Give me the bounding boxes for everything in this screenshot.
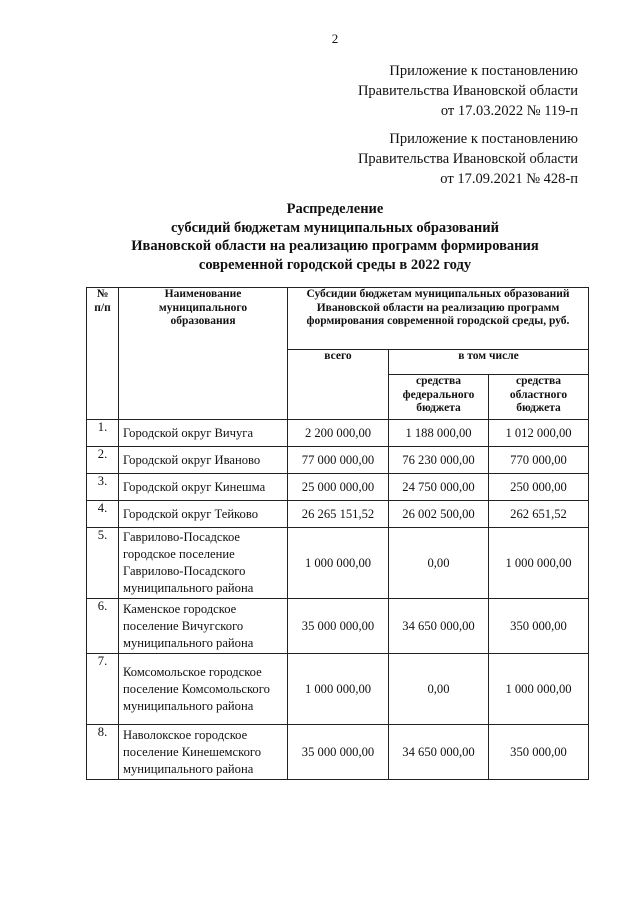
- appendix-line: от 17.03.2022 № 119-п: [440, 103, 578, 119]
- federal-amount: 34 650 000,00: [389, 725, 489, 780]
- federal-amount: 34 650 000,00: [389, 599, 489, 654]
- appendix-line: Правительства Ивановской области: [357, 83, 578, 99]
- table-row: [87, 599, 589, 654]
- total-amount: 35 000 000,00: [288, 725, 389, 780]
- appendix-reference-2: [358, 129, 578, 189]
- total-amount: 26 265 151,52: [288, 501, 389, 528]
- table-row: [87, 474, 589, 501]
- municipality-name: Городской округ Кинешма: [119, 474, 288, 501]
- total-amount: 2 200 000,00: [288, 420, 389, 447]
- municipality-name: Городской округ Иваново: [119, 447, 288, 474]
- title-line: субсидий бюджетам муниципальных образований: [171, 219, 499, 236]
- row-number: 2.: [87, 447, 119, 474]
- appendix-line: Приложение к постановлению: [389, 63, 578, 79]
- header-subsidies: Субсидии бюджетам муниципальных образований Ивановской области на реализацию программ формирования современной городской среды, руб.: [288, 288, 589, 350]
- appendix-line: Правительства Ивановской области: [357, 151, 578, 167]
- regional-amount: 250 000,00: [489, 474, 589, 501]
- regional-amount: 350 000,00: [489, 599, 589, 654]
- header-total: всего: [288, 350, 389, 420]
- table-row: [87, 528, 589, 599]
- header-name-line: муниципального: [158, 301, 248, 314]
- federal-amount: 24 750 000,00: [389, 474, 489, 501]
- table-row: [87, 420, 589, 447]
- total-amount: 1 000 000,00: [288, 528, 389, 599]
- title-line: Ивановской области на реализацию программ формирования: [131, 238, 539, 254]
- municipality-name: Наволокское городское поселение Кинешемского муниципального района: [119, 725, 288, 780]
- federal-amount: 0,00: [389, 654, 489, 725]
- header-federal-budget: [389, 375, 489, 420]
- table-row: [87, 501, 589, 528]
- municipality-name: Каменское городское поселение Вичугского муниципального района: [119, 599, 288, 654]
- federal-amount: 1 188 000,00: [389, 420, 489, 447]
- appendix-line: от 17.09.2021 № 428-п: [440, 171, 578, 187]
- header-regional-line: средства: [516, 375, 561, 387]
- table-row: [87, 447, 589, 474]
- row-number: 5.: [87, 528, 119, 599]
- regional-amount: 1 000 000,00: [489, 528, 589, 599]
- page-number: 2: [331, 31, 339, 46]
- appendix-reference-1: [358, 61, 578, 121]
- row-number: 3.: [87, 474, 119, 501]
- header-name-line: образования: [170, 315, 236, 327]
- regional-amount: 262 651,52: [489, 501, 589, 528]
- regional-amount: 1 000 000,00: [489, 654, 589, 725]
- header-federal-line: средства: [416, 375, 461, 387]
- header-federal-line: бюджета: [416, 402, 461, 414]
- table-row: [87, 725, 589, 780]
- row-number: 4.: [87, 501, 119, 528]
- table-row: [87, 654, 589, 725]
- header-number-line: №: [96, 288, 109, 300]
- municipality-name: Городской округ Вичуга: [119, 420, 288, 447]
- total-amount: 35 000 000,00: [288, 599, 389, 654]
- regional-amount: 350 000,00: [489, 725, 589, 780]
- document-title: [80, 200, 590, 274]
- header-municipality-name: [119, 288, 288, 420]
- total-amount: 25 000 000,00: [288, 474, 389, 501]
- municipality-name: Комсомольское городское поселение Комсомольского муниципального района: [119, 654, 288, 725]
- federal-amount: 26 002 500,00: [389, 501, 489, 528]
- row-number: 1.: [87, 420, 119, 447]
- row-number: 8.: [87, 725, 119, 780]
- header-name-line: Наименование: [164, 288, 242, 300]
- total-amount: 77 000 000,00: [288, 447, 389, 474]
- total-amount: 1 000 000,00: [288, 654, 389, 725]
- header-number-line: п/п: [94, 301, 111, 314]
- regional-amount: 770 000,00: [489, 447, 589, 474]
- title-line: Распределение: [286, 201, 384, 217]
- municipality-name: Гаврилово-Посадское городское поселение Гаврилово-Посадского муниципального района: [119, 528, 288, 599]
- header-federal-line: федерального: [402, 388, 475, 401]
- municipality-name: Городской округ Тейково: [119, 501, 288, 528]
- subsidy-table: [86, 287, 589, 780]
- header-including: в том числе: [389, 350, 589, 375]
- header-regional-line: бюджета: [516, 402, 561, 414]
- row-number: 7.: [87, 654, 119, 725]
- federal-amount: 0,00: [389, 528, 489, 599]
- regional-amount: 1 012 000,00: [489, 420, 589, 447]
- header-regional-line: областного: [509, 388, 568, 401]
- appendix-line: Приложение к постановлению: [389, 131, 578, 147]
- header-number: [87, 288, 119, 420]
- row-number: 6.: [87, 599, 119, 654]
- federal-amount: 76 230 000,00: [389, 447, 489, 474]
- header-regional-budget: [489, 375, 589, 420]
- title-line: современной городской среды в 2022 году: [198, 256, 472, 273]
